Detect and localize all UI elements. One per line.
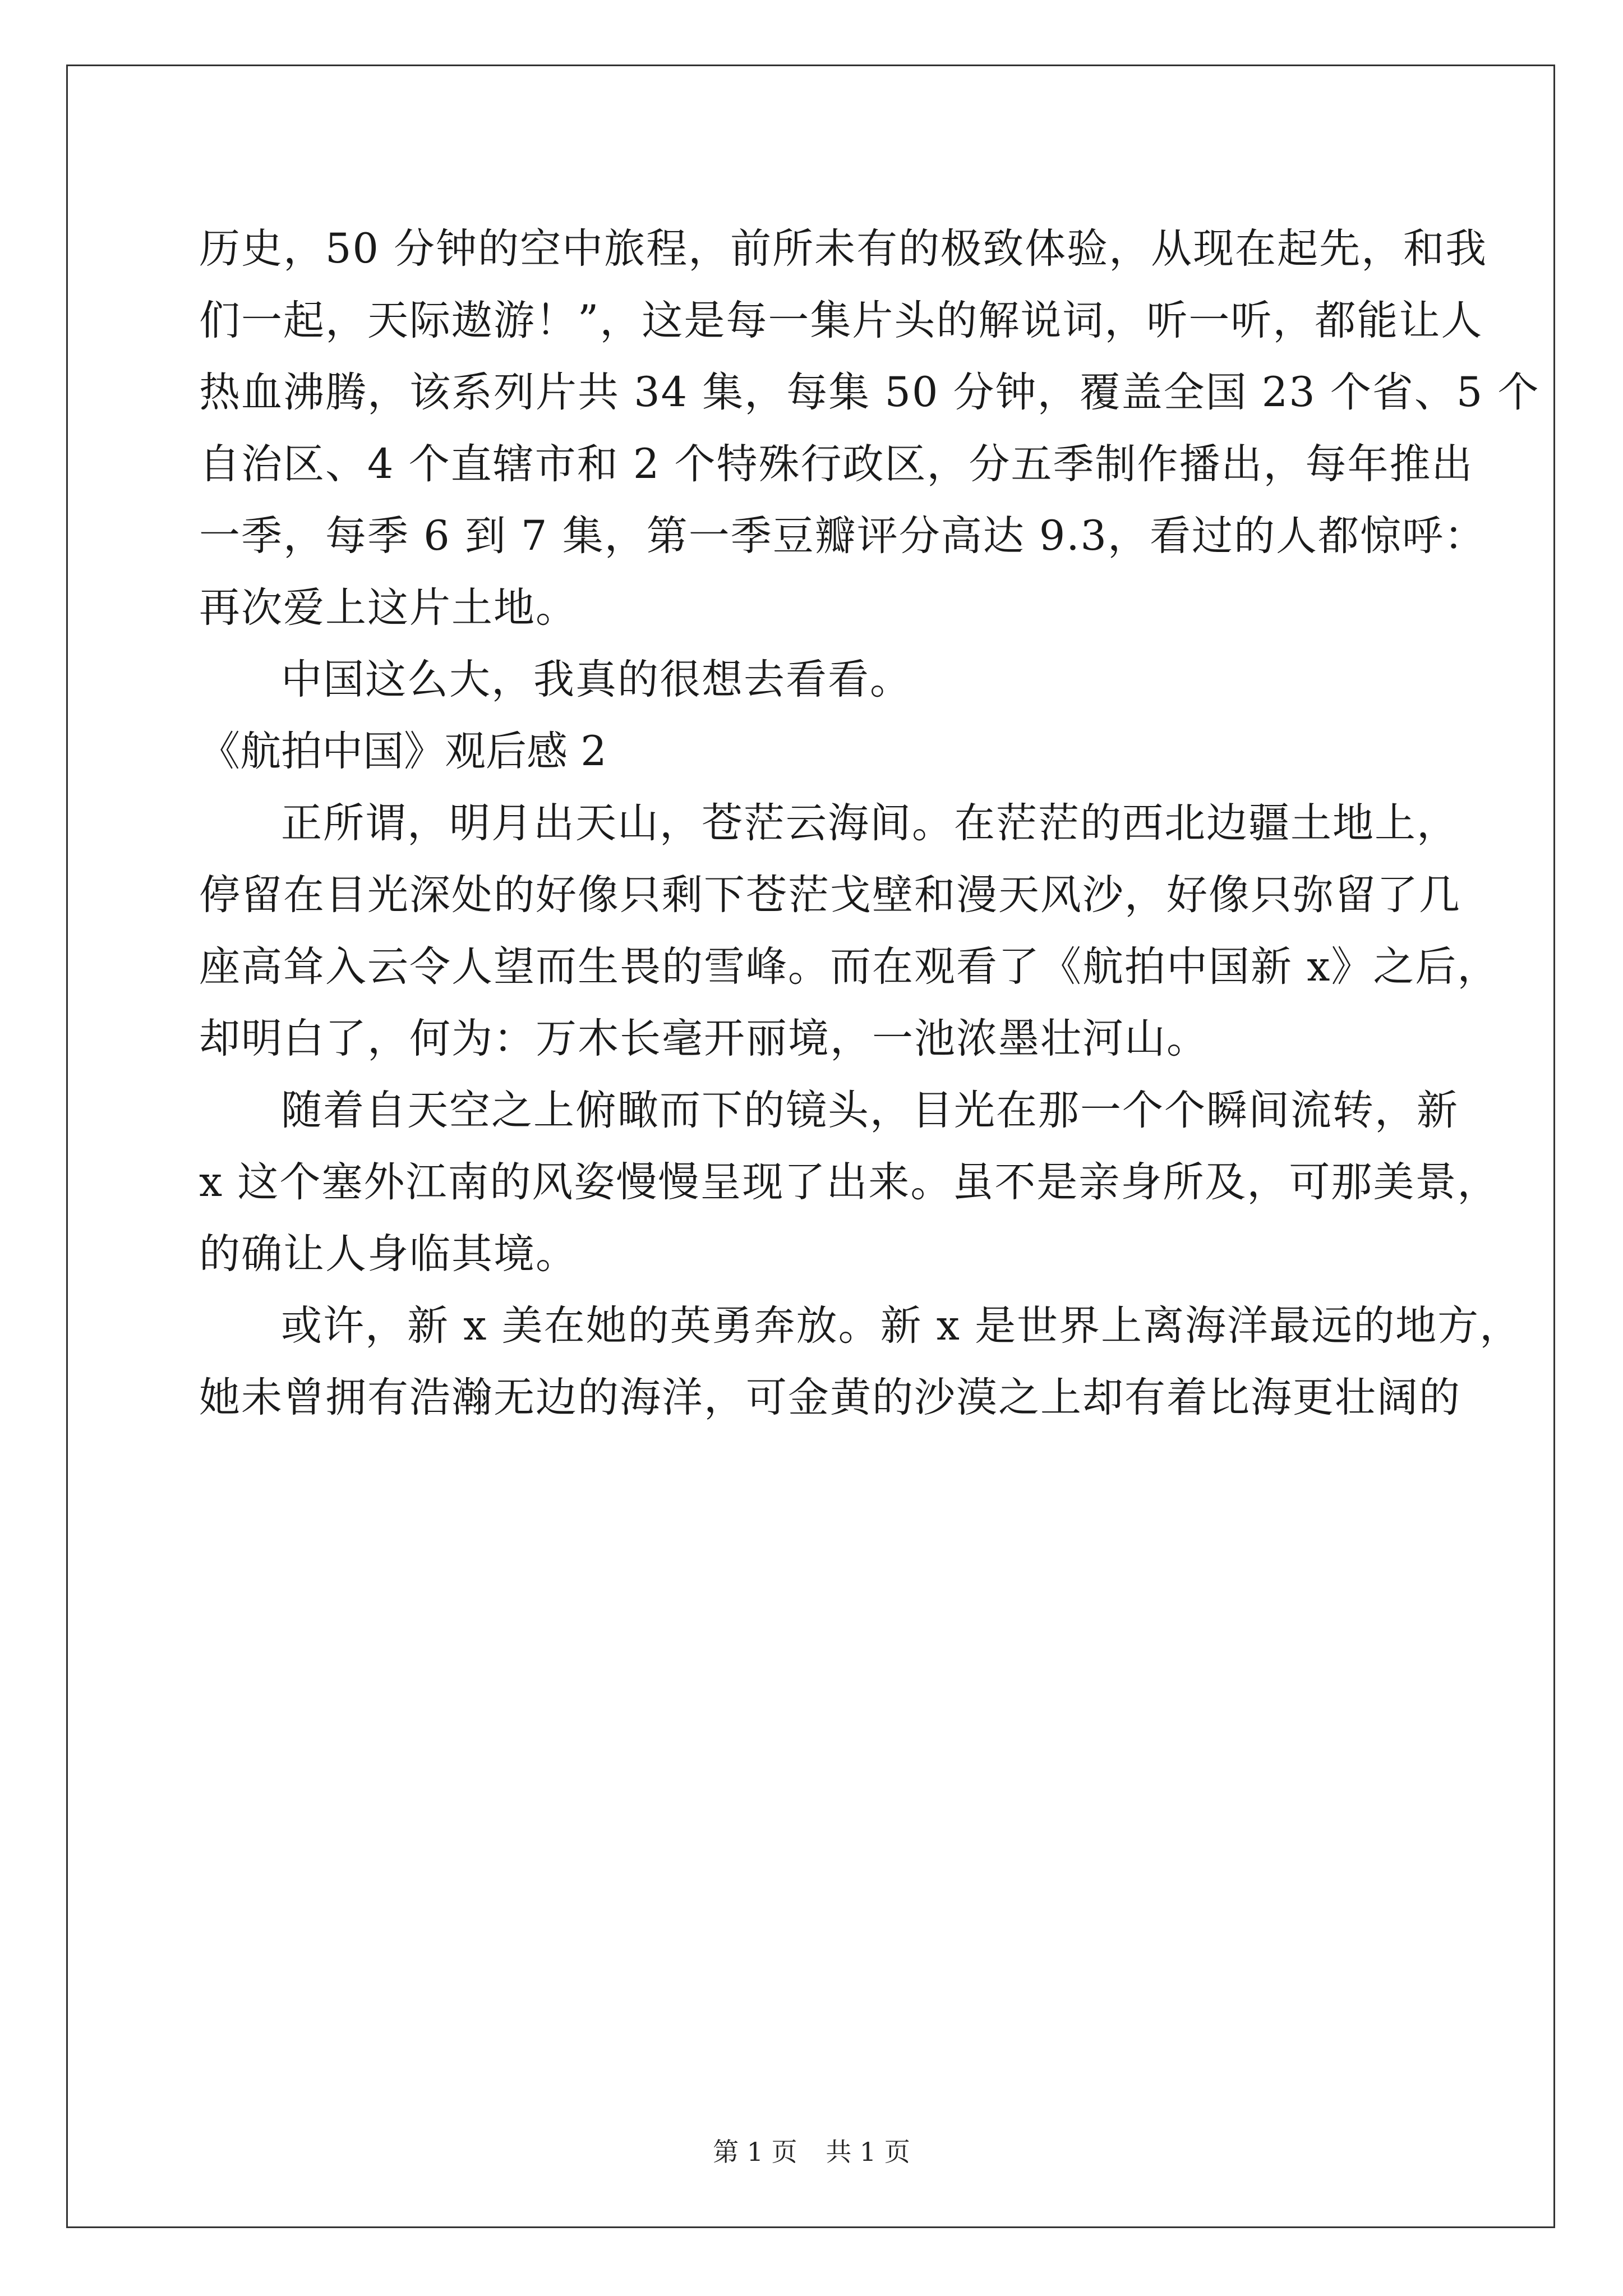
paragraph-1 — [199, 213, 1540, 644]
page-number: 第 1 页 — [713, 2137, 797, 2167]
paragraph-5 — [199, 1290, 1522, 1434]
document-body — [199, 213, 1540, 1434]
text-line: 历史，50 分钟的空中旅程，前所未有的极致体验，从现在起先，和我 — [199, 225, 1488, 273]
text-line: 停留在目光深处的好像只剩下苍茫戈壁和漫天风沙，好像只弥留了几 — [199, 871, 1461, 919]
text-line: 一季，每季 6 到 7 集，第一季豆瓣评分高达 9.3，看过的人都惊呼： — [199, 512, 1487, 560]
paragraph-2 — [199, 644, 1422, 716]
text-line: x 这个塞外江南的风姿慢慢呈现了出来。虽不是亲身所及，可那美景， — [199, 1158, 1500, 1206]
text-line: 她未曾拥有浩瀚无边的海洋，可金黄的沙漠之上却有着比海更壮阔的 — [199, 1374, 1461, 1421]
text-line: 再次爱上这片土地。 — [199, 584, 578, 632]
text-line: 随着自天空之上俯瞰而下的镜头，目光在那一个个瞬间流转，新 — [281, 1087, 1459, 1134]
text-line: 的确让人身临其境。 — [199, 1230, 578, 1278]
text-line: 座高耸入云令人望而生畏的雪峰。而在观看了《航拍中国新 x》之后， — [199, 943, 1500, 991]
section-heading: 《航拍中国》观后感 2 — [199, 728, 607, 775]
text-line: 热血沸腾，该系列片共 34 集，每集 50 分钟，覆盖全国 23 个省、5 个 — [199, 369, 1540, 416]
text-line: 们一起，天际遨游！”，这是每一集片头的解说词，听一听，都能让人 — [199, 297, 1483, 344]
page-footer — [0, 2132, 1623, 2169]
text-line: 中国这么大，我真的很想去看看。 — [281, 656, 912, 703]
text-line: 自治区、4 个直辖市和 2 个特殊行政区，分五季制作播出，每年推出 — [199, 440, 1474, 488]
text-line: 或许，新 x 美在她的英勇奔放。新 x 是世界上离海洋最远的地方， — [281, 1302, 1522, 1350]
text-line: 却明白了，何为：万木长毫开丽境，一池浓墨壮河山。 — [199, 1015, 1209, 1062]
paragraph-3 — [199, 788, 1500, 1075]
page-total: 共 1 页 — [826, 2137, 910, 2167]
text-line: 正所谓，明月出天山，苍茫云海间。在茫茫的西北边疆土地上， — [281, 799, 1459, 847]
paragraph-4 — [199, 1075, 1500, 1290]
